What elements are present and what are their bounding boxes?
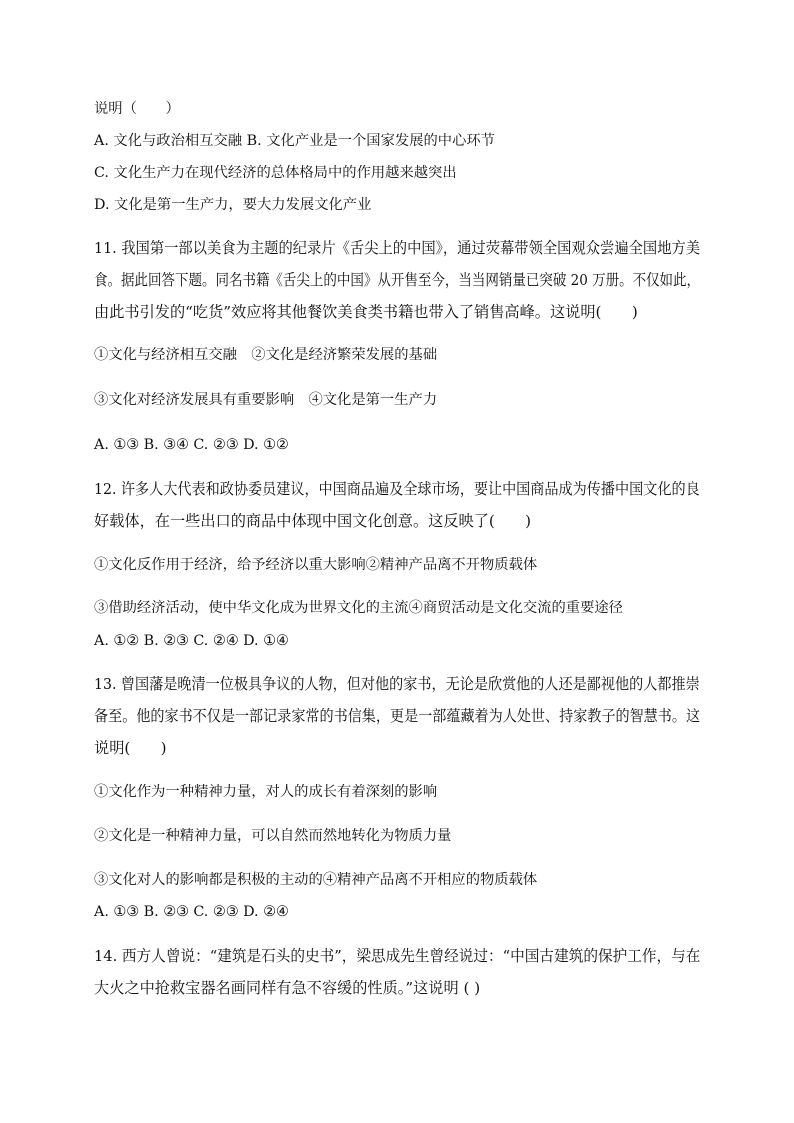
question-stem: 14. 西方人曾说：“建筑是石头的史书”，梁思成先生曾经说过：“中国古建筑的保护工作，与在 <box>94 947 701 965</box>
question-stem: 由此书引发的“吃货”效应将其他餐饮美食类书籍也带入了销售高峰。这说明( ) <box>94 303 638 321</box>
question-stem: 12. 许多人大代表和政协委员建议，中国商品遍及全球市场，要让中国商品成为传播中国文化的良 <box>94 480 700 498</box>
option-line: D. 文化是第一生产力，要大力发展文化产业 <box>94 197 372 213</box>
statement-line: ③文化对人的影响都是积极的主动的④精神产品离不开相应的物质载体 <box>94 872 538 888</box>
statement-line: ①文化反作用于经济，给予经济以重大影响②精神产品离不开物质载体 <box>94 557 538 573</box>
question-stem: 好载体，在一些出口的商品中体现中国文化创意。这反映了( ) <box>94 512 532 530</box>
question-stem: 说明( ) <box>94 739 167 757</box>
option-line: C. 文化生产力在现代经济的总体格局中的作用越来越突出 <box>94 165 457 181</box>
question-stem: 大火之中抢救宝器名画同样有急不容缓的性质。”这说明 ( ) <box>94 979 481 997</box>
question-stem: 13. 曾国藩是晚清一位极具争议的人物，但对他的家书，无论是欣赏他的人还是鄙视他的人都推崇 <box>94 675 700 693</box>
option-line: A. ①② B. ②③ C. ②④ D. ①④ <box>94 633 289 649</box>
statement-line: ①文化与经济相互交融 ②文化是经济繁荣发展的基础 <box>94 347 438 363</box>
statement-line: ①文化作为一种精神力量，对人的成长有着深刻的影响 <box>94 784 438 800</box>
question-stem: 备至。他的家书不仅是一部记录家常的书信集，更是一部蕴藏着为人处世、持家教子的智慧书。这 <box>94 707 701 725</box>
question-stem: 11. 我国第一部以美食为主题的纪录片《舌尖上的中国》，通过荧幕带领全国观众尝遍全国地方美 <box>94 239 701 257</box>
option-line: A. ①③ B. ③④ C. ②③ D. ①② <box>94 437 289 453</box>
statement-line: ③借助经济活动，使中华文化成为世界文化的主流④商贸活动是文化交流的重要途径 <box>94 600 623 616</box>
option-line: A. ①③ B. ②③ C. ②③ D. ②④ <box>94 904 289 920</box>
statement-line: ②文化是一种精神力量，可以自然而然地转化为物质力量 <box>94 828 452 844</box>
question-stem: 食。据此回答下题。同名书籍《舌尖上的中国》从开售至今，当当网销量已突破 20 万册。不仅如此， <box>94 271 701 289</box>
statement-line: ③文化对经济发展具有重要影响 ④文化是第一生产力 <box>94 392 438 408</box>
option-line: A. 文化与政治相互交融 B. 文化产业是一个国家发展的中心环节 <box>94 133 495 149</box>
question-stem: 说明（ ） <box>94 101 180 117</box>
